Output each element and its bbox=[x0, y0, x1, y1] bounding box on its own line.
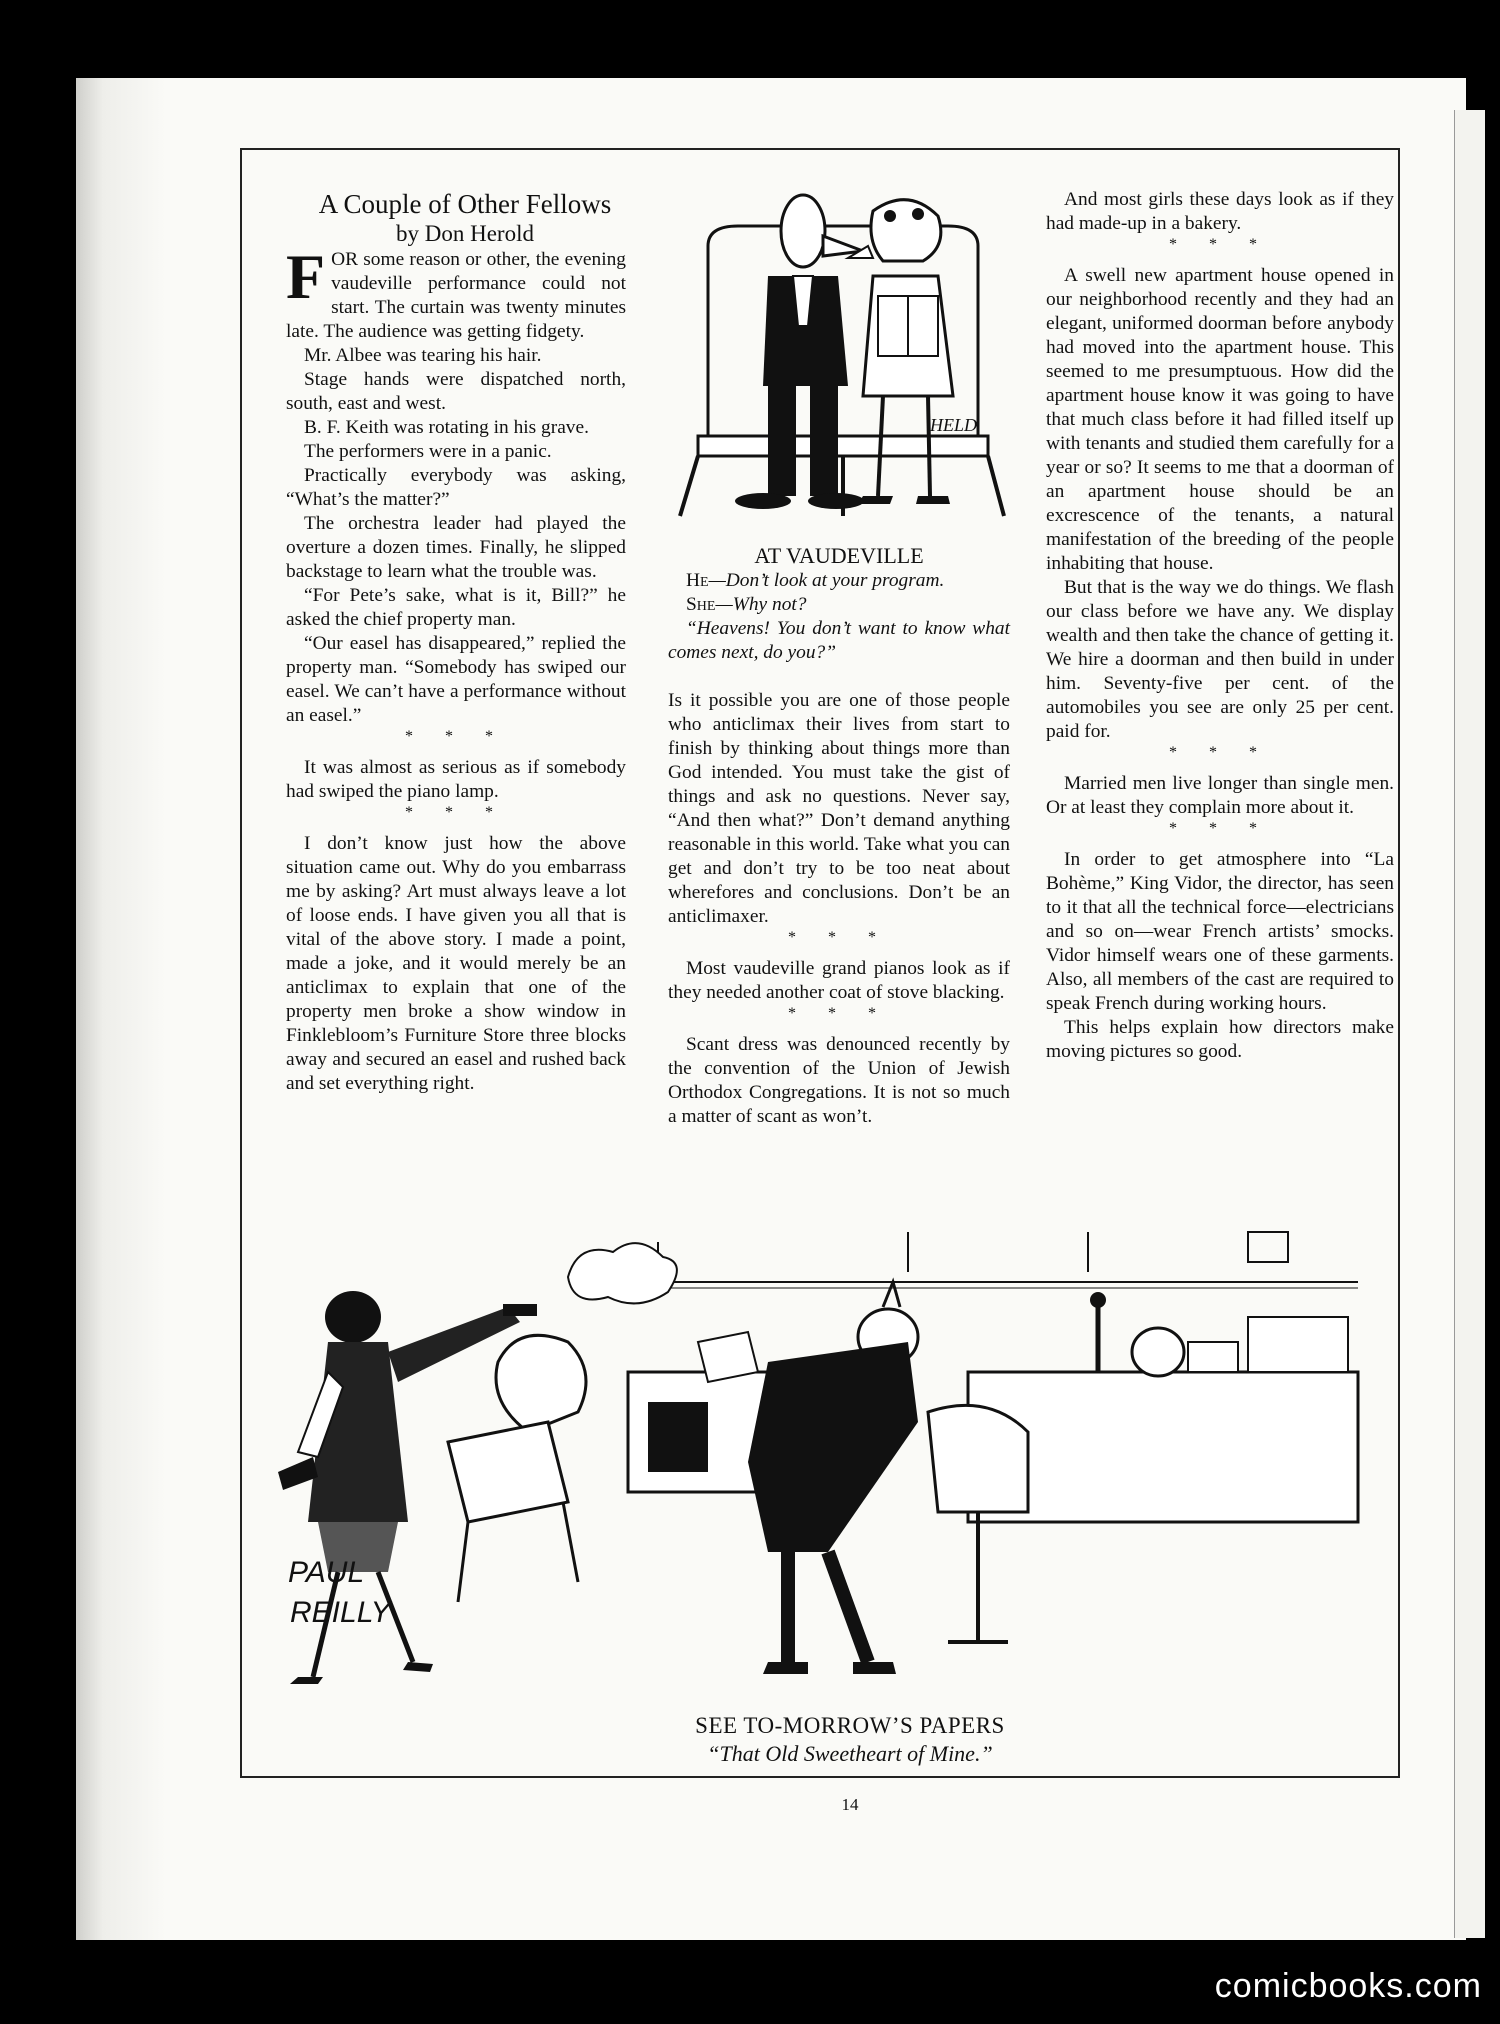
vaudeville-cartoon bbox=[668, 186, 1008, 546]
paragraph: “Our easel has disappeared,” replied the property man. “Somebody has swiped our easel. We can’t have a performance without an easel.” bbox=[286, 633, 626, 726]
paragraph: And most girls these days look as if they had made-up in a bakery. bbox=[1046, 189, 1394, 234]
page-number: 14 bbox=[841, 1795, 859, 1814]
paragraph: Practically everybody was asking, “What’s the matter?” bbox=[286, 465, 626, 510]
article-column-1 bbox=[286, 188, 626, 1096]
paragraph: Scant dress was denounced recently by the convention of the Union of Jewish Orthodox Congregations. It is not so much a matter of scant as won’t. bbox=[668, 1034, 1010, 1127]
article-byline: by Don Herold bbox=[396, 221, 534, 246]
drop-cap: F bbox=[286, 241, 326, 312]
article-title: A Couple of Other Fellows bbox=[318, 189, 612, 219]
cartoon-caption-subtitle: “That Old Sweetheart of Mine.” bbox=[707, 1741, 993, 1766]
paragraph: Stage hands were dispatched north, south, east and west. bbox=[286, 369, 626, 414]
cartoon-dialogue-he: He—Don’t look at your program. bbox=[686, 570, 945, 591]
paragraph: The performers were in a panic. bbox=[304, 441, 552, 462]
page-edge-shadow bbox=[76, 78, 166, 1940]
paragraph: A swell new apartment house opened in our neighborhood recently and they had an elegant, uniformed doorman before anybody had moved into the apartment house. This seemed to me presumptuous. How did the apartment house know it was going to have that much class before it had filled itself up with tenants and studied them carefully for a year or so? It seems to me that a doorman of an apartment house should be an excrescence of the tenants, a natural manifestation of the breeding of the people inhabiting that house. bbox=[1046, 265, 1394, 574]
paragraph: B. F. Keith was rotating in his grave. bbox=[304, 417, 589, 438]
paragraph: Most vaudeville grand pianos look as if they needed another coat of stove blacking. bbox=[668, 958, 1010, 1003]
section-separator: * * * bbox=[405, 804, 507, 821]
cartoon-caption-title: AT VAUDEVILLE bbox=[754, 543, 924, 568]
paragraph: It was almost as serious as if somebody had swiped the piano lamp. bbox=[286, 757, 626, 802]
paragraph: Is it possible you are one of those people who anticlimax their lives from start to finish by thinking about things more than God intended. You must take the gist of things and ask no questions. Never say, “And then what?” Don’t demand anything reasonable in this world. Take what you can get and don’t try to be too neat about wherefores and conclusions. Don’t be an anticlimaxer. bbox=[668, 690, 1010, 927]
paragraph: FOR some reason or other, the evening vaudeville performance could not start. The curtain was twenty minutes late. The audience was getting fidgety. bbox=[286, 241, 626, 342]
paragraph: The orchestra leader had played the overture a dozen times. Finally, he slipped backstage to learn what the trouble was. bbox=[286, 513, 626, 582]
cartoon-caption bbox=[600, 1712, 1100, 1768]
cartoon-caption-title: SEE TO-MORROW’S PAPERS bbox=[695, 1713, 1005, 1738]
section-separator: * * * bbox=[405, 728, 507, 745]
section-separator: * * * bbox=[788, 1005, 890, 1022]
paragraph: I don’t know just how the above situation came out. Why do you embarrass me by asking? Art must always leave a lot of loose ends. I have given you all that is vital of the above story. I made a point, made a joke, and it would merely be an anticlimax to explain that one of the property men broke a show window in Finklebloom’s Furniture Store three blocks away and secured an easel and rushed back and set everything right. bbox=[286, 833, 626, 1094]
office-shooting-cartoon bbox=[268, 1222, 1378, 1706]
next-page-edge bbox=[1454, 110, 1485, 1938]
paragraph: Mr. Albee was tearing his hair. bbox=[304, 345, 542, 366]
paragraph: But that is the way we do things. We flash our class before we have any. We display wealth and then take the chance of getting it. We hire a doorman and then build in under him. Seventy-five per cent. of the automobiles you see are only 25 per cent. paid for. bbox=[1046, 577, 1394, 742]
paragraph: In order to get atmosphere into “La Bohème,” King Vidor, the director, has seen to it that all the technical force—electricians and so on—wear French artists’ smocks. Vidor himself wears one of these garments. Also, all members of the cast are required to speak French during working hours. bbox=[1046, 849, 1394, 1014]
section-separator: * * * bbox=[1169, 820, 1271, 837]
paragraph: This helps explain how directors make moving pictures so good. bbox=[1046, 1017, 1394, 1062]
section-separator: * * * bbox=[788, 929, 890, 946]
cartoonist-signature-line2: REILLY bbox=[290, 1596, 391, 1629]
cartoonist-signature: HELD bbox=[930, 415, 978, 435]
article-column-2 bbox=[668, 543, 1010, 1129]
watermark: comicbooks.com bbox=[1214, 1967, 1482, 2005]
cartoonist-signature-line1: PAUL bbox=[288, 1556, 365, 1589]
paragraph: “For Pete’s sake, what is it, Bill?” he asked the chief property man. bbox=[286, 585, 626, 630]
cartoon-dialogue-she: She—Why not? bbox=[686, 594, 807, 615]
cartoon-dialogue-reply: “Heavens! You don’t want to know what comes next, do you?” bbox=[668, 618, 1010, 663]
paragraph: Married men live longer than single men. Or at least they complain more about it. bbox=[1046, 773, 1394, 818]
section-separator: * * * bbox=[1169, 236, 1271, 253]
article-column-3 bbox=[1046, 188, 1394, 1064]
section-separator: * * * bbox=[1169, 744, 1271, 761]
